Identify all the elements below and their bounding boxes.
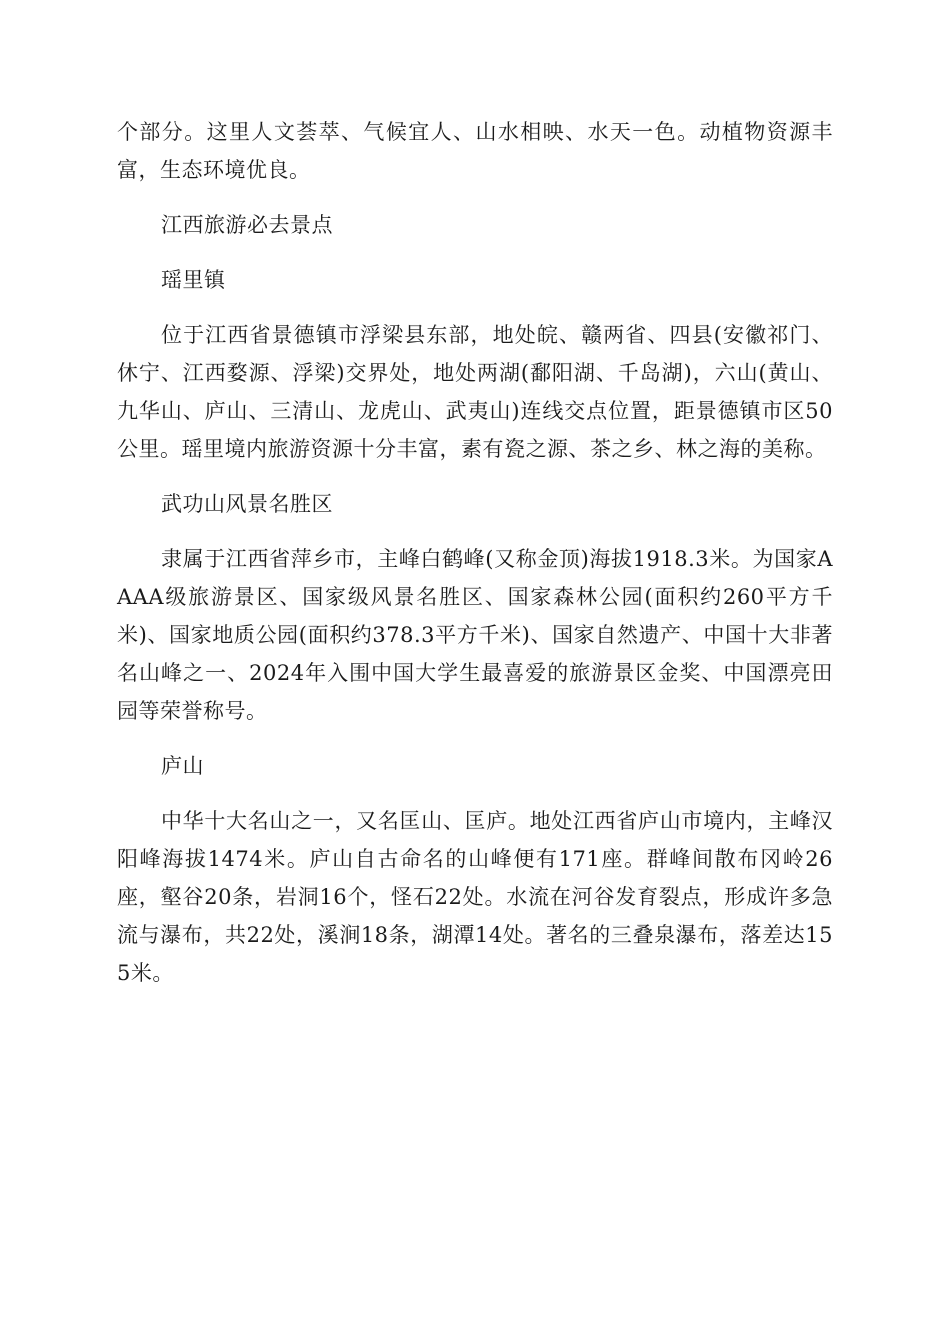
intro-paragraph: 个部分。这里人文荟萃、气候宜人、山水相映、水天一色。动植物资源丰富，生态环境优良。 bbox=[117, 120, 833, 182]
spot-description-lushan: 中华十大名山之一，又名匡山、匡庐。地处江西省庐山市境内，主峰汉阳峰海拔1474米。庐山自古命名的山峰便有171座。群峰间散布冈岭26座，壑谷20条，岩洞16个，怪石22处。水流在河谷发育裂点，形成许多急流与瀑布，共22处，溪涧18条，湖潭14处。著名的三叠泉瀑布，落差达155米。 bbox=[117, 809, 833, 985]
spot-title-lushan: 庐山 bbox=[161, 754, 204, 778]
document-body bbox=[117, 113, 833, 1009]
spot-description-yaoli: 位于江西省景德镇市浮梁县东部，地处皖、赣两省、四县(安徽祁门、休宁、江西婺源、浮梁)交界处，地处两湖(鄱阳湖、千岛湖)，六山(黄山、九华山、庐山、三清山、龙虎山、武夷山)连线交点位置，距景德镇市区50公里。瑶里境内旅游资源十分丰富，素有瓷之源、茶之乡、林之海的美称。 bbox=[117, 323, 833, 461]
spot-title-wugongshan: 武功山风景名胜区 bbox=[161, 492, 333, 516]
spot-title-yaoli: 瑶里镇 bbox=[161, 268, 226, 292]
spot-description-wugongshan: 隶属于江西省萍乡市，主峰白鹤峰(又称金顶)海拔1918.3米。为国家AAAA级旅游景区、国家级风景名胜区、国家森林公园(面积约260平方千米)、国家地质公园(面积约378.3平方千米)、国家自然遗产、中国十大非著名山峰之一、2024年入围中国大学生最喜爱的旅游景区金奖、中国漂亮田园等荣誉称号。 bbox=[117, 547, 833, 723]
section-title: 江西旅游必去景点 bbox=[161, 213, 333, 237]
